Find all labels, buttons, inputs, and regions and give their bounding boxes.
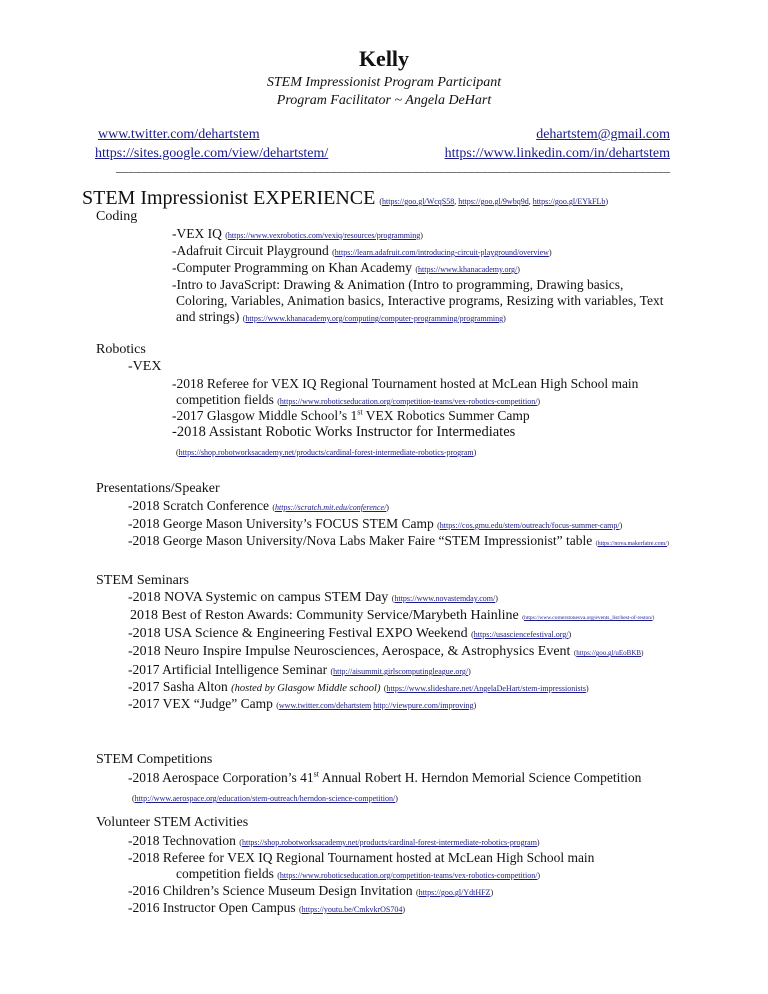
coding-khan-item: -Computer Programming on Khan Academy (https://www.khanacademy.org/) — [172, 260, 520, 275]
robotics-heading: Robotics — [96, 342, 146, 357]
twitter-link[interactable]: www.twitter.com/dehartstem — [98, 127, 260, 142]
aerospace-link[interactable]: http://www.aerospace.org/education/stem-outreach/herndon-science-competition/ — [134, 794, 396, 803]
experience-heading-row: STEM Impressionist EXPERIENCE (https://goo.gl/WcqS58, https://goo.gl/9wbq9d, https://goo.gl/EYkFLb) — [82, 187, 609, 209]
experience-link-1[interactable]: https://goo.gl/WcqS58 — [382, 197, 455, 206]
neuro-link[interactable]: https://goo.gl/uEoBKB — [576, 649, 642, 657]
coding-adafruit-item: -Adafruit Circuit Playground (https://learn.adafruit.com/introducing-circuit-playground/overview) — [172, 243, 552, 258]
subtitle-facilitator: Program Facilitator ~ Angela DeHart — [276, 93, 492, 108]
robotics-referee-line1: -2018 Referee for VEX IQ Regional Tournament hosted at McLean High School main — [172, 376, 639, 391]
museum-link[interactable]: https://goo.gl/YdtHFZ — [418, 888, 491, 897]
volunteer-referee-line2: competition fields (https://www.roboticseducation.org/competition-teams/vex-robotics-competition/) — [176, 866, 541, 881]
volunteer-technovation-item: -2018 Technovation (https://shop.robotworksacademy.net/products/cardinal-forest-intermediate-robotics-program) — [128, 833, 540, 848]
presentations-heading: Presentations/Speaker — [96, 481, 220, 496]
seminars-heading: STEM Seminars — [96, 573, 189, 588]
robotworks-link[interactable]: https://shop.robotworksacademy.net/products/cardinal-forest-intermediate-robotics-program — [178, 448, 474, 457]
reston-link[interactable]: https://www.cornerstonesva.org/events_list/best-of-reston/ — [524, 615, 653, 621]
khan-link[interactable]: https://www.khanacademy.org/ — [418, 265, 518, 274]
viewpure-link[interactable]: http://viewpure.com/improving — [373, 701, 474, 710]
subtitle-participant: STEM Impressionist Program Participant — [266, 75, 502, 90]
competitions-heading: STEM Competitions — [96, 752, 213, 767]
youtube-link[interactable]: https://youtu.be/CmkvkrOS704 — [301, 905, 403, 914]
coding-js-line2: Coloring, Variables, Animation basics, Interactive programs, Resizing with variables, Text — [176, 293, 664, 308]
volunteer-museum-item: -2016 Children’s Science Museum Design Invitation (https://goo.gl/YdtHFZ) — [128, 883, 494, 898]
scratch-link[interactable]: https://scratch.mit.edu/conference/ — [275, 503, 387, 512]
vex-iq-link[interactable]: https://www.vexrobotics.com/vexiq/resources/programming — [227, 231, 421, 240]
robotics-referee-link[interactable]: https://www.roboticseducation.org/competition-teams/vex-robotics-competition/ — [279, 397, 538, 406]
seminars-ai-item: -2017 Artificial Intelligence Seminar (http://aisummit.girlscomputingleague.org/) — [128, 662, 471, 677]
page-title: Kelly — [358, 46, 410, 71]
seminars-neuro-item: -2018 Neuro Inspire Impulse Neurosciences, Aerospace, & Astrophysics Event (https://goo.gl/uEoBKB) — [128, 644, 644, 659]
experience-link-2[interactable]: https://goo.gl/9wbq9d — [458, 197, 529, 206]
coding-js-line1: -Intro to JavaScript: Drawing & Animation (Intro to programming, Drawing basics, — [172, 277, 624, 292]
technovation-link[interactable]: https://shop.robotworksacademy.net/products/cardinal-forest-intermediate-robotics-program — [241, 838, 537, 847]
volunteer-referee-link[interactable]: https://www.roboticseducation.org/competition-teams/vex-robotics-competition/ — [279, 871, 538, 880]
ai-summit-link[interactable]: http://aisummit.girlscomputingleague.org/ — [333, 667, 469, 676]
robotics-assistant-link-row: (https://shop.robotworksacademy.net/products/cardinal-forest-intermediate-robotics-program) — [176, 448, 477, 457]
judge-twitter-link[interactable]: www.twitter.com/dehartstem — [278, 701, 372, 710]
seminars-reston-item: 2018 Best of Reston Awards: Community Service/Marybeth Hainline (https://www.cornerstonesva.org/events_list/best-of-reston/) — [130, 608, 655, 623]
experience-link-3[interactable]: https://goo.gl/EYkFLb — [532, 197, 606, 206]
google-sites-link[interactable]: https://sites.google.com/view/dehartstem/ — [95, 146, 329, 161]
adafruit-link[interactable]: https://learn.adafruit.com/introducing-circuit-playground/overview — [334, 248, 549, 257]
volunteer-referee-line1: -2018 Referee for VEX IQ Regional Tournament hosted at McLean High School main — [128, 850, 595, 865]
presentations-gmu-item: -2018 George Mason University’s FOCUS STEM Camp (https://cos.gmu.edu/stem/outreach/focus-summer-camp/) — [128, 516, 623, 531]
robotics-referee-line2: competition fields (https://www.roboticseducation.org/competition-teams/vex-robotics-competition/) — [176, 392, 541, 407]
robotics-glasgow-item: -2017 Glasgow Middle School’s 1st VEX Robotics Summer Camp — [172, 407, 530, 423]
slideshare-link[interactable]: https://www.slideshare.net/AngelaDeHart/stem-impressionists — [386, 684, 586, 693]
seminars-nova-item: -2018 NOVA Systemic on campus STEM Day (https://www.novastemday.com/) — [128, 590, 498, 605]
seminars-usa-item: -2018 USA Science & Engineering Festival EXPO Weekend (https://usasciencefestival.org/) — [128, 626, 572, 641]
coding-heading: Coding — [96, 209, 138, 224]
experience-title: STEM Impressionist EXPERIENCE — [82, 187, 376, 209]
competitions-aerospace-item: -2018 Aerospace Corporation’s 41st Annual Robert H. Herndon Memorial Science Competition — [128, 769, 642, 785]
email-link[interactable]: dehartstem@gmail.com — [536, 127, 670, 142]
seminars-alton-item: -2017 Sasha Alton (hosted by Glasgow Middle school) (https://www.slideshare.net/AngelaDeHart/stem-impressionists) — [128, 679, 589, 694]
seminars-judge-item: -2017 VEX “Judge” Camp (www.twitter.com/dehartstem http://viewpure.com/improving) — [128, 696, 477, 711]
competitions-aerospace-link-row: (http://www.aerospace.org/education/stem-outreach/herndon-science-competition/) — [132, 794, 398, 803]
robotics-vex-sub: -VEX — [128, 359, 162, 374]
volunteer-heading: Volunteer STEM Activities — [96, 815, 249, 830]
volunteer-open-campus-item: -2016 Instructor Open Campus (https://youtu.be/CmkvkrOS704) — [128, 900, 405, 915]
presentations-scratch-item: -2018 Scratch Conference (https://scratch.mit.edu/conference/) — [128, 498, 389, 513]
khan-js-link[interactable]: https://www.khanacademy.org/computing/computer-programming/programming — [245, 314, 504, 323]
linkedin-link[interactable]: https://www.linkedin.com/in/dehartstem — [444, 146, 670, 161]
usa-festival-link[interactable]: https://usasciencefestival.org/ — [473, 630, 569, 639]
coding-js-line3: and strings) (https://www.khanacademy.org/computing/computer-programming/programming) — [176, 309, 506, 324]
robotics-assistant-item: -2018 Assistant Robotic Works Instructor for Intermediates — [172, 424, 516, 440]
coding-vex-item: -VEX IQ (https://www.vexrobotics.com/vexiq/resources/programming) — [172, 226, 423, 241]
divider-rule: ________________________________________________________________________________________ — [116, 160, 671, 174]
presentations-maker-item: -2018 George Mason University/Nova Labs Maker Faire “STEM Impressionist” table (https://nova.makerfaire.com/) — [128, 533, 669, 548]
nova-link[interactable]: https://www.novastemday.com/ — [394, 594, 496, 603]
maker-faire-link[interactable]: https://nova.makerfaire.com/ — [597, 541, 667, 547]
gmu-focus-link[interactable]: https://cos.gmu.edu/stem/outreach/focus-summer-camp/ — [439, 521, 620, 530]
